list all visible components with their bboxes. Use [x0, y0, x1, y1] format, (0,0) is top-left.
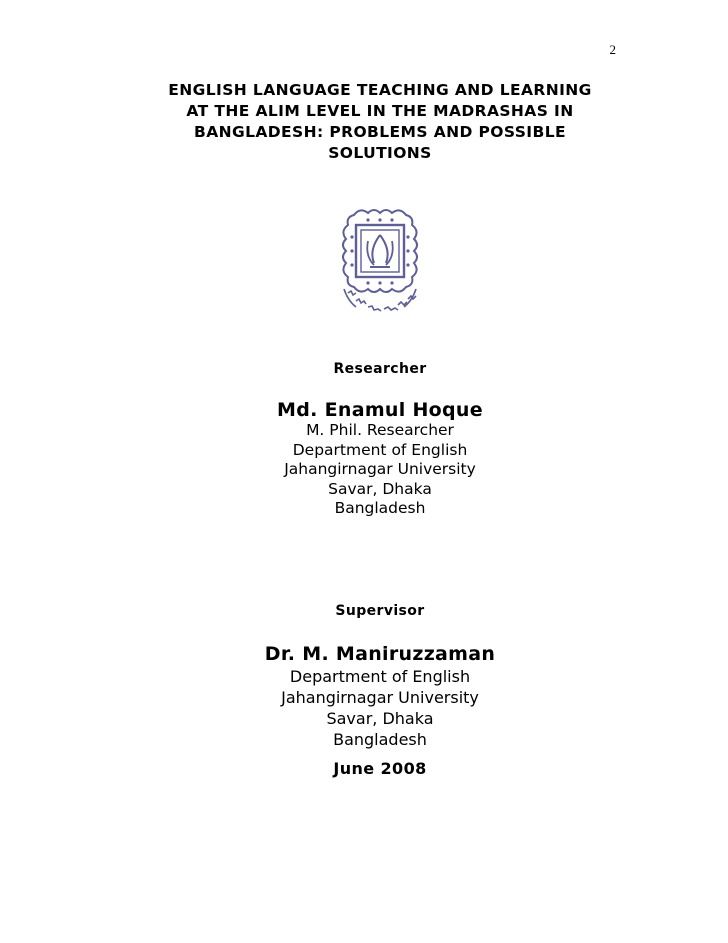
supervisor-detail-line: Department of English: [289, 667, 471, 686]
page-number: 2: [609, 42, 616, 57]
researcher-detail-line: Bangladesh: [334, 499, 426, 517]
researcher-detail-line: Department of English: [292, 440, 468, 459]
supervisor-detail-line: Savar, Dhaka: [326, 709, 434, 728]
researcher-heading: Researcher: [333, 361, 427, 377]
researcher-detail-line: Savar, Dhaka: [328, 479, 432, 498]
researcher-detail-line: M. Phil. Researcher: [306, 421, 454, 439]
title-line: BANGLADESH: PROBLEMS AND POSSIBLE: [194, 123, 566, 141]
title-line: SOLUTIONS: [328, 144, 432, 162]
researcher-details: [230, 421, 530, 519]
title-line: AT THE ALIM LEVEL IN THE MADRASHAS IN: [186, 102, 574, 120]
supervisor-details: [230, 666, 530, 750]
thesis-title: [150, 80, 610, 164]
researcher-name: Md. Enamul Hoque: [277, 399, 483, 421]
researcher-detail-line: Jahangirnagar University: [284, 460, 476, 478]
supervisor-detail-line: Jahangirnagar University: [281, 688, 479, 707]
university-seal-icon: [334, 205, 426, 317]
supervisor-heading: Supervisor: [335, 603, 425, 619]
supervisor-detail-line: Bangladesh: [333, 730, 427, 749]
supervisor-name: Dr. M. Maniruzzaman: [264, 643, 496, 665]
submission-date: June 2008: [333, 759, 427, 778]
title-line: ENGLISH LANGUAGE TEACHING AND LEARNING: [168, 81, 592, 99]
